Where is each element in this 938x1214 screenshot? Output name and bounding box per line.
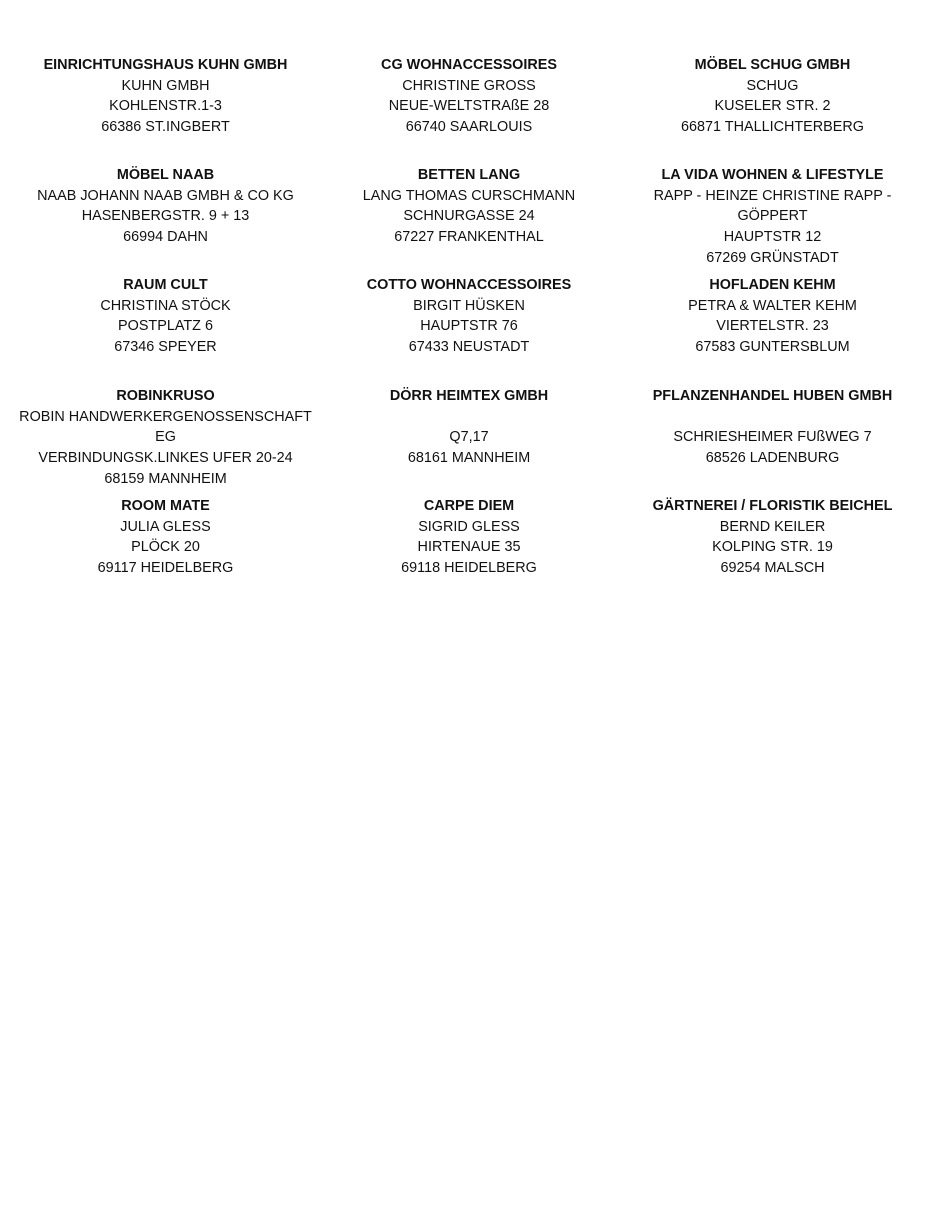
address-line: HAUPTSTR 12 <box>723 229 822 246</box>
address-line: 67583 GUNTERSBLUM <box>695 339 850 356</box>
address-line: HAUPTSTR 76 <box>420 318 518 335</box>
address-entry <box>318 496 621 579</box>
address-line: BIRGIT HÜSKEN <box>413 297 525 314</box>
address-line: NAAB JOHANN NAAB GMBH & CO KG <box>37 187 294 204</box>
address-line: BERND KEILER <box>719 518 826 535</box>
address-line: 69254 MALSCH <box>720 560 825 577</box>
company-name: PFLANZENHANDEL HUBEN GMBH <box>652 388 893 404</box>
address-line: 69117 HEIDELBERG <box>97 560 234 577</box>
address-row <box>14 275 924 358</box>
address-line: PETRA & WALTER KEHM <box>688 297 857 314</box>
address-line: 69118 HEIDELBERG <box>401 560 537 577</box>
address-line: KUSELER STR. 2 <box>714 98 831 115</box>
address-line: EG <box>155 429 176 446</box>
address-entry <box>14 275 317 358</box>
company-name: LA VIDA WOHNEN & LIFESTYLE <box>661 167 884 183</box>
company-name: CARPE DIEM <box>423 498 515 514</box>
address-line: 67227 FRANKENTHAL <box>394 229 544 246</box>
address-line <box>318 407 621 428</box>
address-row <box>14 386 924 490</box>
address-line: VIERTELSTR. 23 <box>716 318 829 335</box>
address-line: 66386 ST.INGBERT <box>101 119 230 136</box>
address-line <box>621 407 924 428</box>
address-line: VERBINDUNGSK.LINKES UFER 20-24 <box>38 450 293 467</box>
address-line: KUHN GMBH <box>121 77 210 94</box>
company-name: MÖBEL NAAB <box>116 167 215 183</box>
address-line: 66994 DAHN <box>123 229 208 246</box>
address-line: 67433 NEUSTADT <box>408 339 530 356</box>
address-entry <box>318 275 621 358</box>
company-name: CG WOHNACCESSOIRES <box>381 57 557 73</box>
address-line: 67269 GRÜNSTADT <box>706 249 839 266</box>
address-line: HASENBERGSTR. 9 + 13 <box>81 208 250 225</box>
address-line: RAPP - HEINZE CHRISTINE RAPP - <box>653 187 892 204</box>
address-line: CHRISTINA STÖCK <box>100 297 231 314</box>
address-line: JULIA GLESS <box>120 518 211 535</box>
address-entry <box>14 386 317 490</box>
address-row <box>14 165 924 269</box>
address-line: 68159 MANNHEIM <box>104 470 227 487</box>
address-line: CHRISTINE GROSS <box>402 77 536 94</box>
address-line: 66740 SAARLOUIS <box>405 119 533 136</box>
address-entry <box>621 55 924 138</box>
address-line: KOHLENSTR.1-3 <box>109 98 222 115</box>
address-entry <box>318 165 621 269</box>
address-line: PLÖCK 20 <box>131 539 200 556</box>
company-name: GÄRTNEREI / FLORISTIK BEICHEL <box>652 498 893 514</box>
address-line: ROBIN HANDWERKERGENOSSENSCHAFT <box>19 408 312 425</box>
company-name: EINRICHTUNGSHAUS KUHN GMBH <box>43 57 288 73</box>
address-entry <box>14 165 317 269</box>
company-name: RAUM CULT <box>123 277 208 293</box>
company-name: ROBINKRUSO <box>116 388 215 404</box>
address-line: GÖPPERT <box>737 208 808 225</box>
company-name: BETTEN LANG <box>417 167 521 183</box>
address-row <box>14 55 924 138</box>
address-line: 68161 MANNHEIM <box>407 450 531 467</box>
address-entry <box>318 386 621 490</box>
company-name: DÖRR HEIMTEX GMBH <box>389 388 549 404</box>
address-line: SCHNURGASSE 24 <box>403 208 535 225</box>
address-line: KOLPING STR. 19 <box>712 539 833 556</box>
address-entry <box>14 55 317 138</box>
company-name: ROOM MATE <box>121 498 210 514</box>
address-line: LANG THOMAS CURSCHMANN <box>362 187 576 204</box>
address-entry <box>621 386 924 490</box>
address-entry <box>621 496 924 579</box>
company-name: MÖBEL SCHUG GMBH <box>694 57 851 73</box>
address-line: 68526 LADENBURG <box>705 450 840 467</box>
address-line: Q7,17 <box>449 429 489 446</box>
address-line: 66871 THALLICHTERBERG <box>681 119 864 136</box>
address-entry <box>318 55 621 138</box>
address-line: NEUE-WELTSTRAßE 28 <box>388 98 550 115</box>
address-entry <box>621 275 924 358</box>
address-line: POSTPLATZ 6 <box>118 318 213 335</box>
company-name: COTTO WOHNACCESSOIRES <box>366 277 572 293</box>
address-line: SCHUG <box>746 77 799 94</box>
address-line: HIRTENAUE 35 <box>417 539 521 556</box>
address-entry <box>14 496 317 579</box>
address-line: SCHRIESHEIMER FUßWEG 7 <box>673 429 872 446</box>
address-entry <box>621 165 924 269</box>
address-row <box>14 496 924 579</box>
address-line: 67346 SPEYER <box>114 339 217 356</box>
address-line: SIGRID GLESS <box>418 518 520 535</box>
company-name: HOFLADEN KEHM <box>709 277 836 293</box>
